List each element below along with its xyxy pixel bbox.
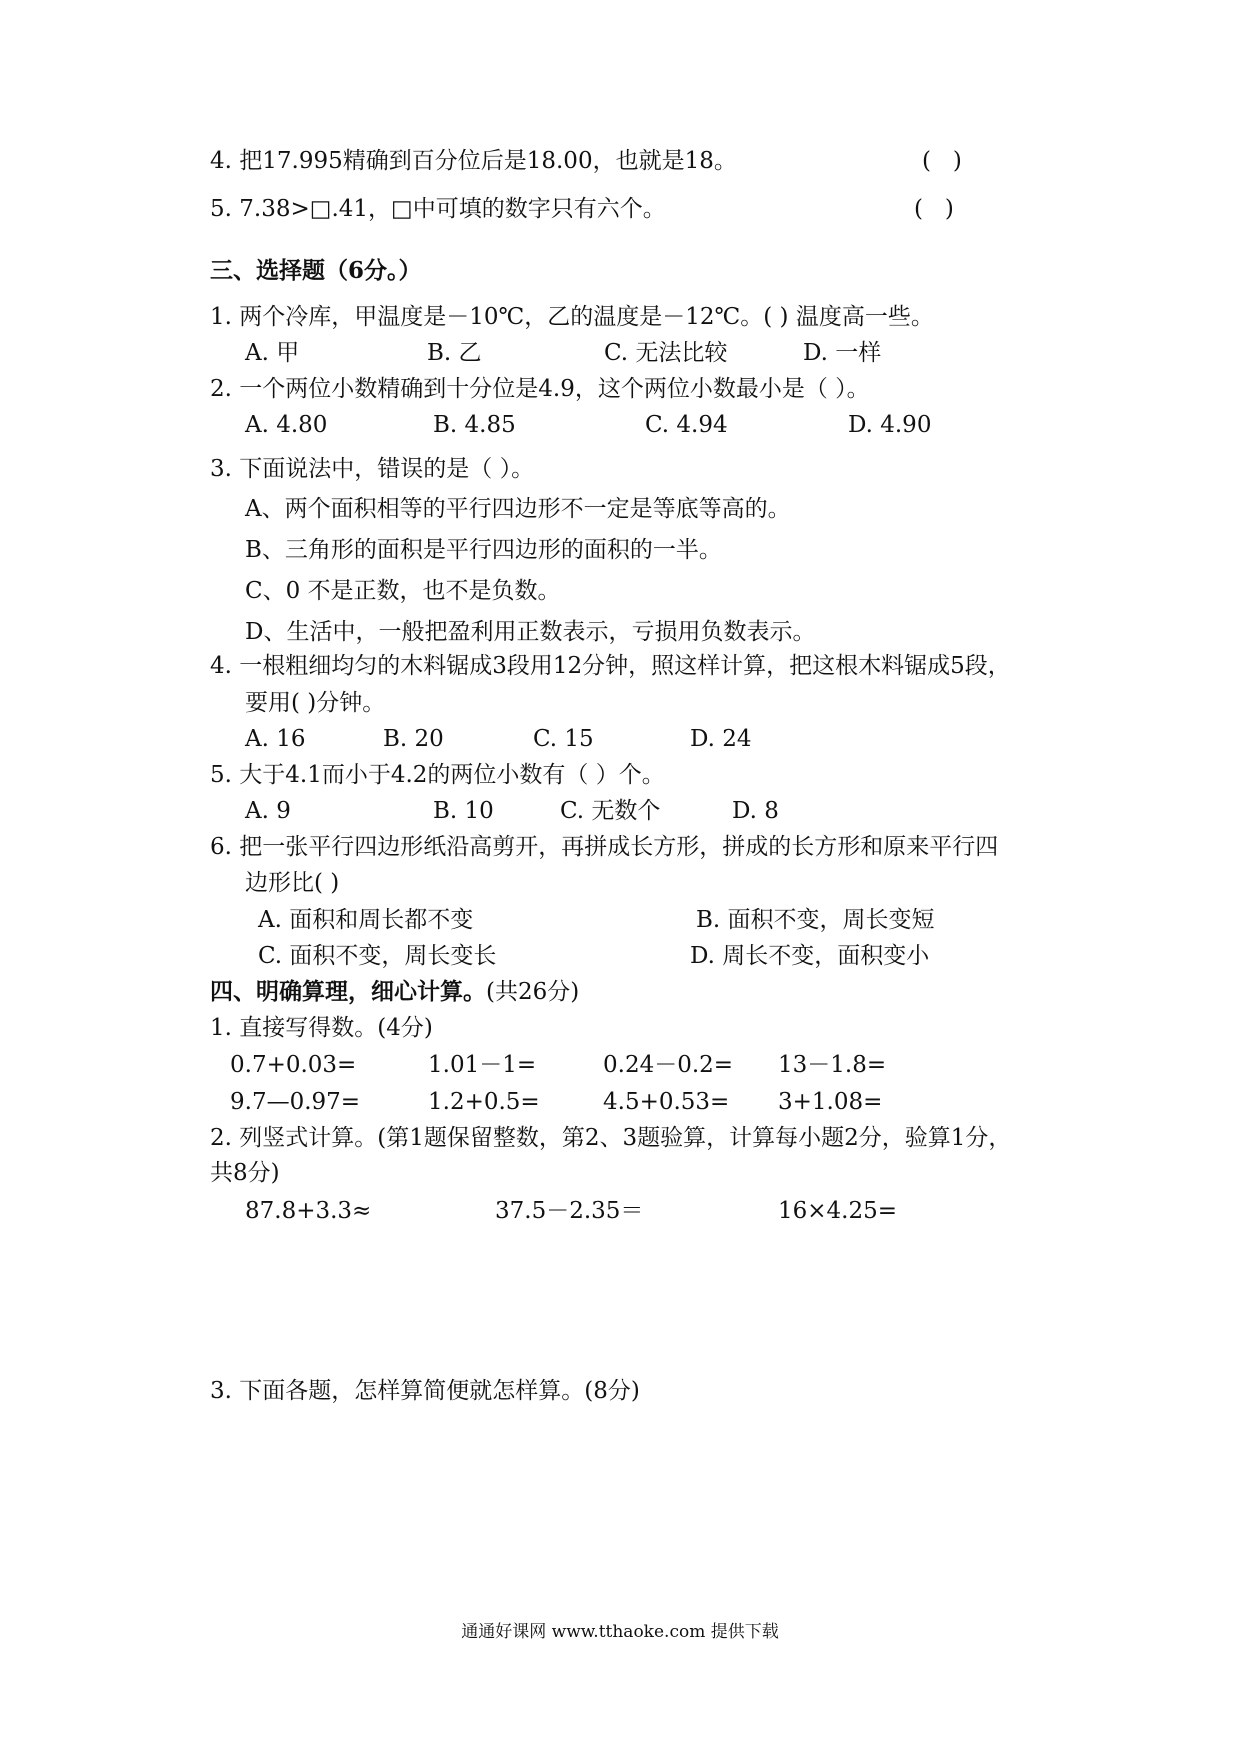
calc-p1-r2-item2[interactable]: 1.2+0.5= (428, 1089, 540, 1115)
calc-p1-r2-item1[interactable]: 9.7—0.97= (230, 1089, 361, 1115)
choice-q6-option-a[interactable]: A. 面积和周长都不变 (258, 907, 474, 933)
choice-q1-option-b[interactable]: B. 乙 (427, 340, 482, 366)
section4-title (210, 977, 579, 1007)
calc-p2-item3[interactable]: 16×4.25= (778, 1198, 898, 1224)
calc-p3-label: 3. 下面各题，怎样算简便就怎样算。(8分) (210, 1378, 640, 1404)
judge-q5-answer-paren[interactable]: ( ) (914, 196, 954, 222)
choice-q5-option-b[interactable]: B. 10 (433, 798, 494, 824)
choice-q6-option-b[interactable]: B. 面积不变，周长变短 (696, 907, 935, 933)
calc-p1-r2-item4[interactable]: 3+1.08= (778, 1089, 883, 1115)
choice-q4-option-d[interactable]: D. 24 (690, 726, 752, 752)
choice-q4-stem-line1: 4. 一根粗细均匀的木料锯成3段用12分钟，照这样计算，把这根木料锯成5段， (210, 653, 1011, 679)
calc-p2-label-line2: 共8分) (210, 1160, 280, 1186)
calc-p1-label: 1. 直接写得数。(4分) (210, 1015, 433, 1041)
choice-q2-option-d[interactable]: D. 4.90 (848, 412, 932, 438)
calc-p1-r2-item3[interactable]: 4.5+0.53= (603, 1089, 730, 1115)
judge-q4-answer-paren[interactable]: ( ) (922, 148, 962, 174)
choice-q2-option-c[interactable]: C. 4.94 (645, 412, 728, 438)
judge-q4: 4. 把17.995精确到百分位后是18.00，也就是18。 (210, 148, 737, 174)
choice-q3-option-c[interactable]: C、0 不是正数，也不是负数。 (245, 578, 561, 604)
calc-p2-label-line1: 2. 列竖式计算。(第1题保留整数，第2、3题验算，计算每小题2分，验算1分， (210, 1125, 1012, 1151)
choice-q1-option-a[interactable]: A. 甲 (245, 340, 300, 366)
section4-title-score: (共26分) (486, 979, 580, 1005)
choice-q2-option-b[interactable]: B. 4.85 (433, 412, 516, 438)
choice-q3-stem: 3. 下面说法中，错误的是（ ）。 (210, 456, 535, 482)
judge-q5: 5. 7.38>□.41，□中可填的数字只有六个。 (210, 196, 666, 222)
choice-q6-stem-line1: 6. 把一张平行四边形纸沿高剪开，再拼成长方形，拼成的长方形和原来平行四 (210, 834, 999, 860)
choice-q6-stem-line2: 边形比( ) (245, 870, 340, 896)
choice-q5-option-a[interactable]: A. 9 (245, 798, 291, 824)
choice-q4-option-a[interactable]: A. 16 (245, 726, 306, 752)
choice-q1-option-d[interactable]: D. 一样 (803, 340, 882, 366)
choice-q1-stem: 1. 两个冷库，甲温度是－10℃，乙的温度是－12℃。( ) 温度高一些。 (210, 304, 934, 330)
calc-p2-item1[interactable]: 87.8+3.3≈ (245, 1198, 372, 1224)
calc-p1-r1-item2[interactable]: 1.01－1= (428, 1052, 537, 1078)
choice-q5-option-c[interactable]: C. 无数个 (560, 798, 661, 824)
choice-q6-option-d[interactable]: D. 周长不变，面积变小 (690, 943, 930, 969)
footer-download-note: 通通好课网 www.tthaoke.com 提供下载 (461, 1622, 779, 1642)
choice-q3-option-a[interactable]: A、两个面积相等的平行四边形不一定是等底等高的。 (245, 496, 791, 522)
choice-q4-option-c[interactable]: C. 15 (533, 726, 594, 752)
calc-p1-r1-item1[interactable]: 0.7+0.03= (230, 1052, 357, 1078)
calc-p1-r1-item4[interactable]: 13－1.8= (778, 1052, 887, 1078)
calc-p1-r1-item3[interactable]: 0.24－0.2= (603, 1052, 734, 1078)
calc-p2-item2[interactable]: 37.5－2.35＝ (495, 1198, 644, 1224)
section4-title-text: 四、明确算理，细心计算。 (210, 978, 486, 1005)
choice-q2-stem: 2. 一个两位小数精确到十分位是4.9，这个两位小数最小是（ ）。 (210, 376, 870, 402)
choice-q1-option-c[interactable]: C. 无法比较 (604, 340, 728, 366)
section3-title: 三、选择题（6分。） (210, 257, 422, 284)
choice-q5-stem: 5. 大于4.1而小于4.2的两位小数有（ ）个。 (210, 762, 665, 788)
choice-q4-option-b[interactable]: B. 20 (383, 726, 444, 752)
choice-q6-option-c[interactable]: C. 面积不变，周长变长 (258, 943, 497, 969)
choice-q3-option-d[interactable]: D、生活中，一般把盈利用正数表示，亏损用负数表示。 (245, 619, 816, 645)
choice-q2-option-a[interactable]: A. 4.80 (245, 412, 328, 438)
choice-q4-stem-line2: 要用( )分钟。 (245, 690, 386, 716)
choice-q5-option-d[interactable]: D. 8 (732, 798, 779, 824)
choice-q3-option-b[interactable]: B、三角形的面积是平行四边形的面积的一半。 (245, 537, 722, 563)
